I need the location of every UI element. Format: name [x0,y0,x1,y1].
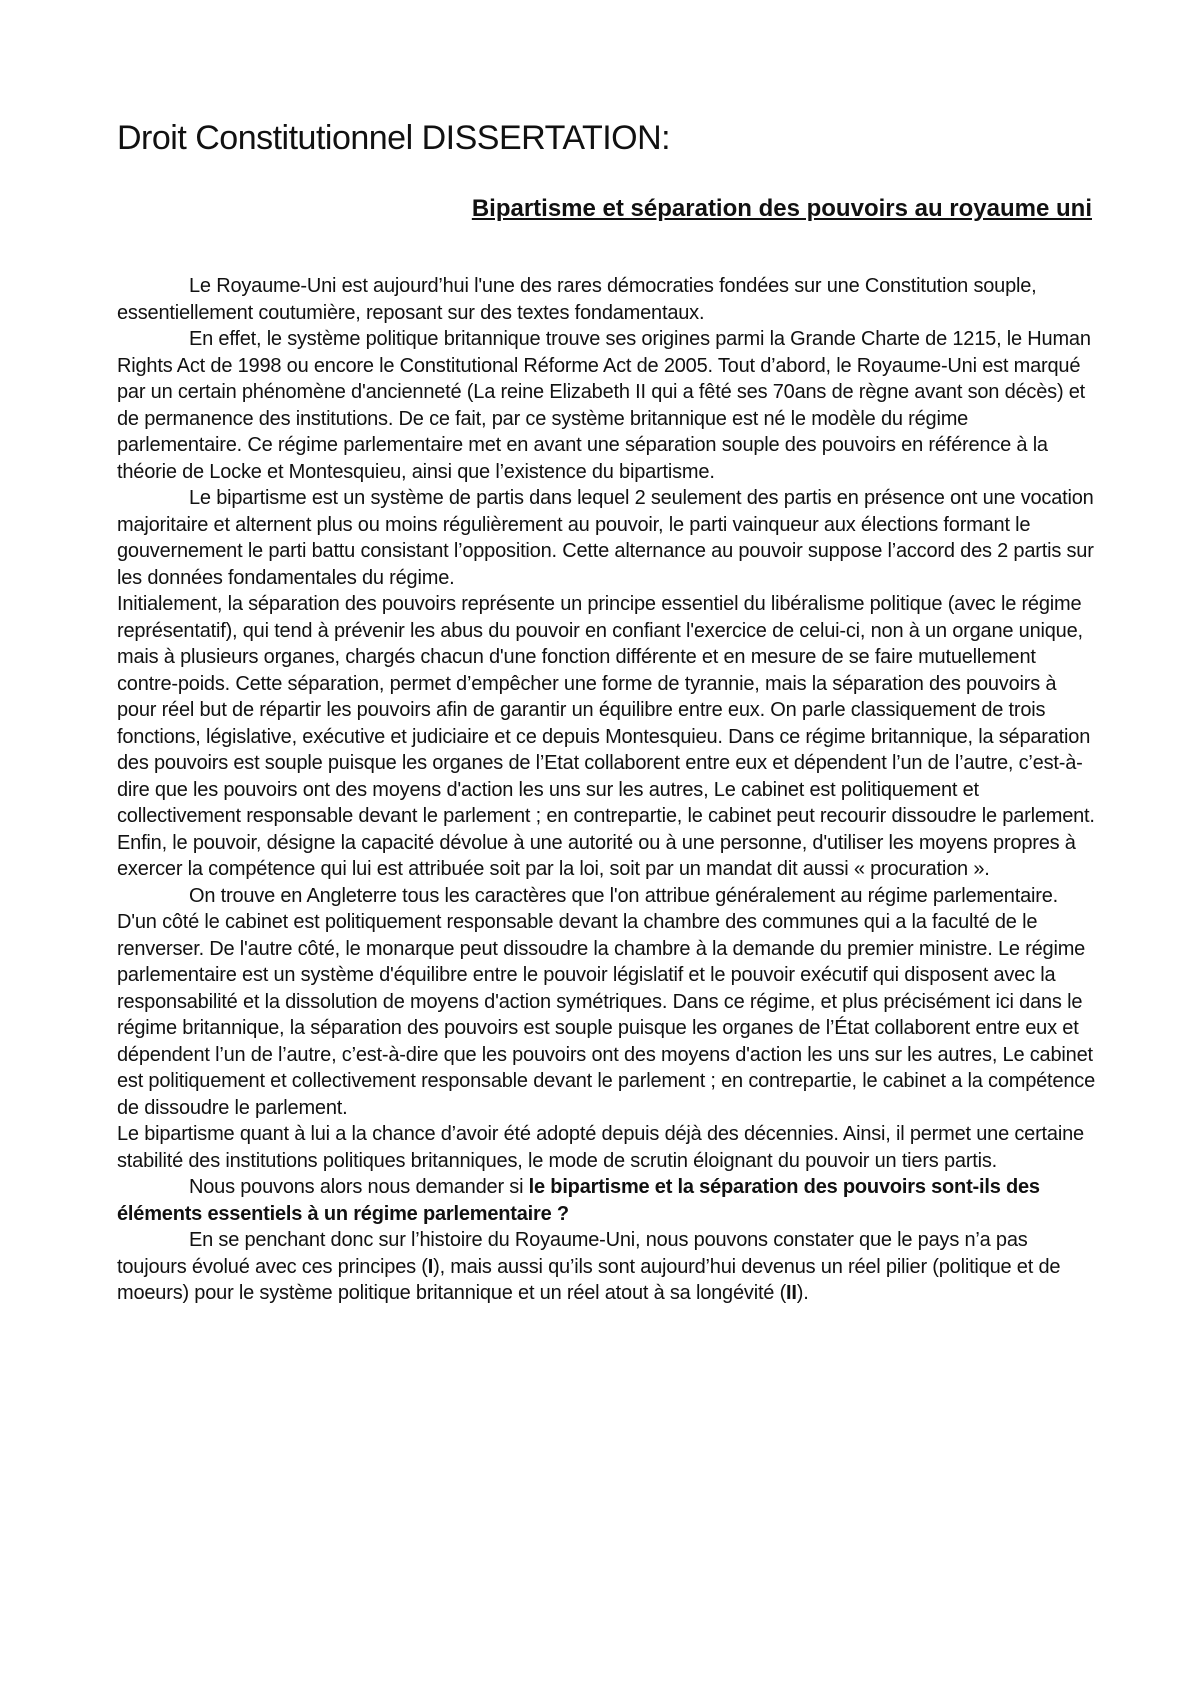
problematique-question: le bipartisme et la séparation des pouvoirs sont-ils des éléments essentiels à un régime parlementaire ? [117,1176,1040,1225]
plan-text-a: En se penchant donc sur l’histoire du Royaume-Uni, nous pouvons constater que le pays n’a pas toujours évolué avec ces principes ( [117,1229,1028,1278]
paragraph-annonce-plan [117,1227,1097,1307]
paragraph-angleterre: On trouve en Angleterre tous les caractères que l'on attribue généralement au régime parlementaire. D'un côté le cabinet est politiquement responsable devant la chambre des communes qui a la faculté de le renverser. De l'autre côté, le monarque peut dissoudre la chambre à la demande du premier ministre. Le régime parlementaire est un système d'équilibre entre le pouvoir législatif et le pouvoir exécutif qui disposent avec la responsabilité et la dissolution de moyens d'action symétriques. Dans ce régime, et plus précisément ici dans le régime britannique, la séparation des pouvoirs est souple puisque les organes de l’État collaborent entre eux et dépendent l’un de l’autre, c’est-à-dire que les pouvoirs ont des moyens d'action les uns sur les autres, Le cabinet est politiquement et collectivement responsable devant le parlement ; en contrepartie, le cabinet a la compétence de dissoudre le parlement. [117,884,1095,1119]
paragraph-separation: Initialement, la séparation des pouvoirs représente un principe essentiel du libéralisme politique (avec le régime représentatif), qui tend à prévenir les abus du pouvoir en confiant l'exercice de celui-ci, non à un organe unique, mais à plusieurs organes, chargés chacun d'une fonction différente et en mesure de se faire mutuellement contre-poids. Cette séparation, permet d’empêcher une forme de tyrannie, mais la séparation des pouvoirs à pour réel but de répartir les pouvoirs afin de garantir un équilibre entre eux. On parle classiquement de trois fonctions, législative, exécutive et judiciaire et ce depuis Montesquieu. Dans ce régime britannique, la séparation des pouvoirs est souple puisque les organes de l’Etat collaborent entre eux et dépendent l’un de l’autre, c’est-à-dire que les pouvoirs ont des moyens d'action les uns sur les autres, Le cabinet est politiquement et collectivement responsable devant le parlement ; en contrepartie, le cabinet peut recourir dissoudre le parlement. Enfin, le pouvoir, désigne la capacité dévolue à une autorité ou à une personne, d'utiliser les moyens propres à exercer la compétence qui lui est attribuée soit par la loi, soit par un mandat dit aussi « procuration ». [117,593,1095,880]
paragraph-stabilite: Le bipartisme quant à lui a la chance d’avoir été adopté depuis déjà des décennies. Ainsi, il permet une certaine stabilité des institutions politiques britanniques, le mode de scrutin éloignant du pouvoir un tiers partis. [117,1123,1084,1172]
document-body [117,273,1097,1307]
document-title: Droit Constitutionnel DISSERTATION: [117,119,671,157]
paragraph-intro: Le Royaume-Uni est aujourd’hui l'une des rares démocraties fondées sur une Constitution souple, essentiellement coutumière, reposant sur des textes fondamentaux. [117,275,1037,324]
document-subtitle: Bipartisme et séparation des pouvoirs au royaume uni [471,195,1092,222]
plan-mark-1: I [427,1255,434,1278]
paragraph-origins: En effet, le système politique britannique trouve ses origines parmi la Grande Charte de 1215, le Human Rights Act de 1998 ou encore le Constitutional Réforme Act de 2005. Tout d’abord, le Royaume-Uni est marqué par un certain phénomène d'ancienneté (La reine Elizabeth II qui a fêté ses 70ans de règne avant son décès) et de permanence des institutions. De ce fait, par ce système britannique est né le modèle du régime parlementaire. Ce régime parlementaire met en avant une séparation souple des pouvoirs en référence à la théorie de Locke et Montesquieu, ainsi que l’existence du bipartisme. [117,328,1091,483]
plan-text-b: ), mais aussi qu’ils sont aujourd’hui devenus un réel pilier (politique et de moeurs) pour le système politique britannique et un réel atout à sa longévité ( [117,1255,1061,1304]
document-page [117,118,1097,1307]
plan-mark-2: II [786,1282,797,1304]
paragraph-problematique [117,1174,1097,1227]
paragraph-bipartisme: Le bipartisme est un système de partis dans lequel 2 seulement des partis en présence ont une vocation majoritaire et alternent plus ou moins régulièrement au pouvoir, le parti vainqueur aux élections formant le gouvernement le parti battu consistant l’opposition. Cette alternance au pouvoir suppose l’accord des 2 partis sur les données fondamentales du régime. [117,487,1094,589]
problematique-lead: Nous pouvons alors nous demander si [189,1176,529,1198]
plan-text-c: ). [796,1282,809,1304]
